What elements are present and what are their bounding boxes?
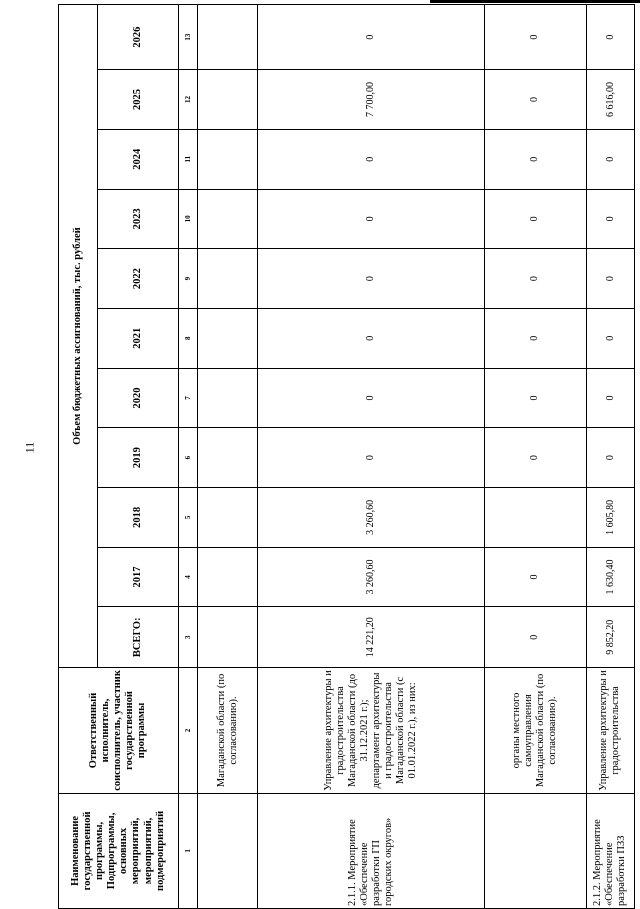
row-name-cell: 2.1.1. Мероприятие «Обеспечение разработки ГП городских округов» xyxy=(258,793,484,908)
value-cell xyxy=(198,308,258,368)
value-cell xyxy=(198,607,258,668)
header-total: ВСЕГО: xyxy=(97,607,178,668)
budget-table xyxy=(58,4,635,909)
value-cell: 0 xyxy=(586,249,634,309)
scan-edge-line xyxy=(430,0,640,3)
row-name-cell xyxy=(484,793,586,908)
value-cell: 0 xyxy=(258,249,484,309)
value-cell: 0 xyxy=(484,129,586,189)
value-cell: 6 616,00 xyxy=(586,70,634,130)
table-row xyxy=(258,5,484,909)
value-cell: 0 xyxy=(586,189,634,249)
column-number: 3 xyxy=(178,607,197,668)
header-budget-group: Объем бюджетных ассигнований, тыс. рублей xyxy=(59,5,98,668)
value-cell: 0 xyxy=(586,308,634,368)
header-year: 2023 xyxy=(97,189,178,249)
header-name-column: Наименование государственной программы, Подпрограммы, основных мероприятий, мероприятий, подмероприятий xyxy=(59,793,179,908)
value-cell xyxy=(484,488,586,548)
column-number: 9 xyxy=(178,249,197,309)
value-cell: 3 260,60 xyxy=(258,488,484,548)
header-year: 2017 xyxy=(97,547,178,607)
value-cell xyxy=(198,368,258,428)
column-number: 7 xyxy=(178,368,197,428)
value-cell: 0 xyxy=(586,5,634,70)
column-number: 11 xyxy=(178,129,197,189)
row-executor-cell: Управление архитектуры и градостроительства Магаданской области (до 31.12.2021 г.); департамент архитектуры и градостроительства Магаданской области (с 01.01.2022 г.), из них: xyxy=(258,668,484,794)
value-cell: 0 xyxy=(258,368,484,428)
value-cell: 0 xyxy=(484,70,586,130)
row-name-cell: 2.1.2. Мероприятие «Обеспечение разработки ПЗЗ xyxy=(586,793,634,908)
value-cell xyxy=(198,189,258,249)
page-number: 11 xyxy=(22,441,37,454)
header-executor-column: Ответственный исполнитель, соисполнитель, участник государственной программы xyxy=(59,668,179,794)
value-cell: 0 xyxy=(484,5,586,70)
value-cell: 0 xyxy=(258,428,484,488)
header-year: 2018 xyxy=(97,488,178,548)
value-cell xyxy=(198,488,258,548)
value-cell xyxy=(198,249,258,309)
column-number: 12 xyxy=(178,70,197,130)
column-number: 2 xyxy=(178,668,197,794)
header-year: 2026 xyxy=(97,5,178,70)
value-cell xyxy=(198,5,258,70)
column-number: 13 xyxy=(178,5,197,70)
table-row xyxy=(198,5,258,909)
value-cell: 14 221,20 xyxy=(258,607,484,668)
column-number: 5 xyxy=(178,488,197,548)
value-cell xyxy=(198,428,258,488)
value-cell: 1 630,40 xyxy=(586,547,634,607)
value-cell: 0 xyxy=(258,129,484,189)
value-cell: 0 xyxy=(258,308,484,368)
header-year: 2019 xyxy=(97,428,178,488)
value-cell: 0 xyxy=(484,547,586,607)
value-cell xyxy=(198,547,258,607)
table-row xyxy=(484,5,586,909)
column-number: 4 xyxy=(178,547,197,607)
value-cell: 9 852,20 xyxy=(586,607,634,668)
header-year: 2024 xyxy=(97,129,178,189)
header-year: 2020 xyxy=(97,368,178,428)
value-cell: 1 605,80 xyxy=(586,488,634,548)
row-executor-cell: Магаданской области (по согласованию). xyxy=(198,668,258,794)
value-cell: 0 xyxy=(484,368,586,428)
column-number: 6 xyxy=(178,428,197,488)
row-executor-cell: органы местного самоуправления Магаданской области (по согласованию). xyxy=(484,668,586,794)
column-number: 10 xyxy=(178,189,197,249)
row-name-cell xyxy=(198,793,258,908)
value-cell: 0 xyxy=(484,189,586,249)
column-number: 8 xyxy=(178,308,197,368)
header-year: 2022 xyxy=(97,249,178,309)
value-cell: 0 xyxy=(258,189,484,249)
document-sheet xyxy=(58,4,635,909)
row-executor-cell: Управление архитектуры и градостроительства xyxy=(586,668,634,794)
value-cell: 0 xyxy=(484,428,586,488)
value-cell xyxy=(198,129,258,189)
value-cell: 0 xyxy=(258,5,484,70)
table-row xyxy=(586,5,634,909)
value-cell: 3 260,60 xyxy=(258,547,484,607)
value-cell: 0 xyxy=(586,428,634,488)
header-year: 2021 xyxy=(97,308,178,368)
value-cell: 0 xyxy=(484,308,586,368)
value-cell: 0 xyxy=(586,368,634,428)
value-cell: 0 xyxy=(484,249,586,309)
value-cell xyxy=(198,70,258,130)
value-cell: 0 xyxy=(484,607,586,668)
header-year: 2025 xyxy=(97,70,178,130)
value-cell: 0 xyxy=(586,129,634,189)
column-number: 1 xyxy=(178,793,197,908)
value-cell: 7 700,00 xyxy=(258,70,484,130)
